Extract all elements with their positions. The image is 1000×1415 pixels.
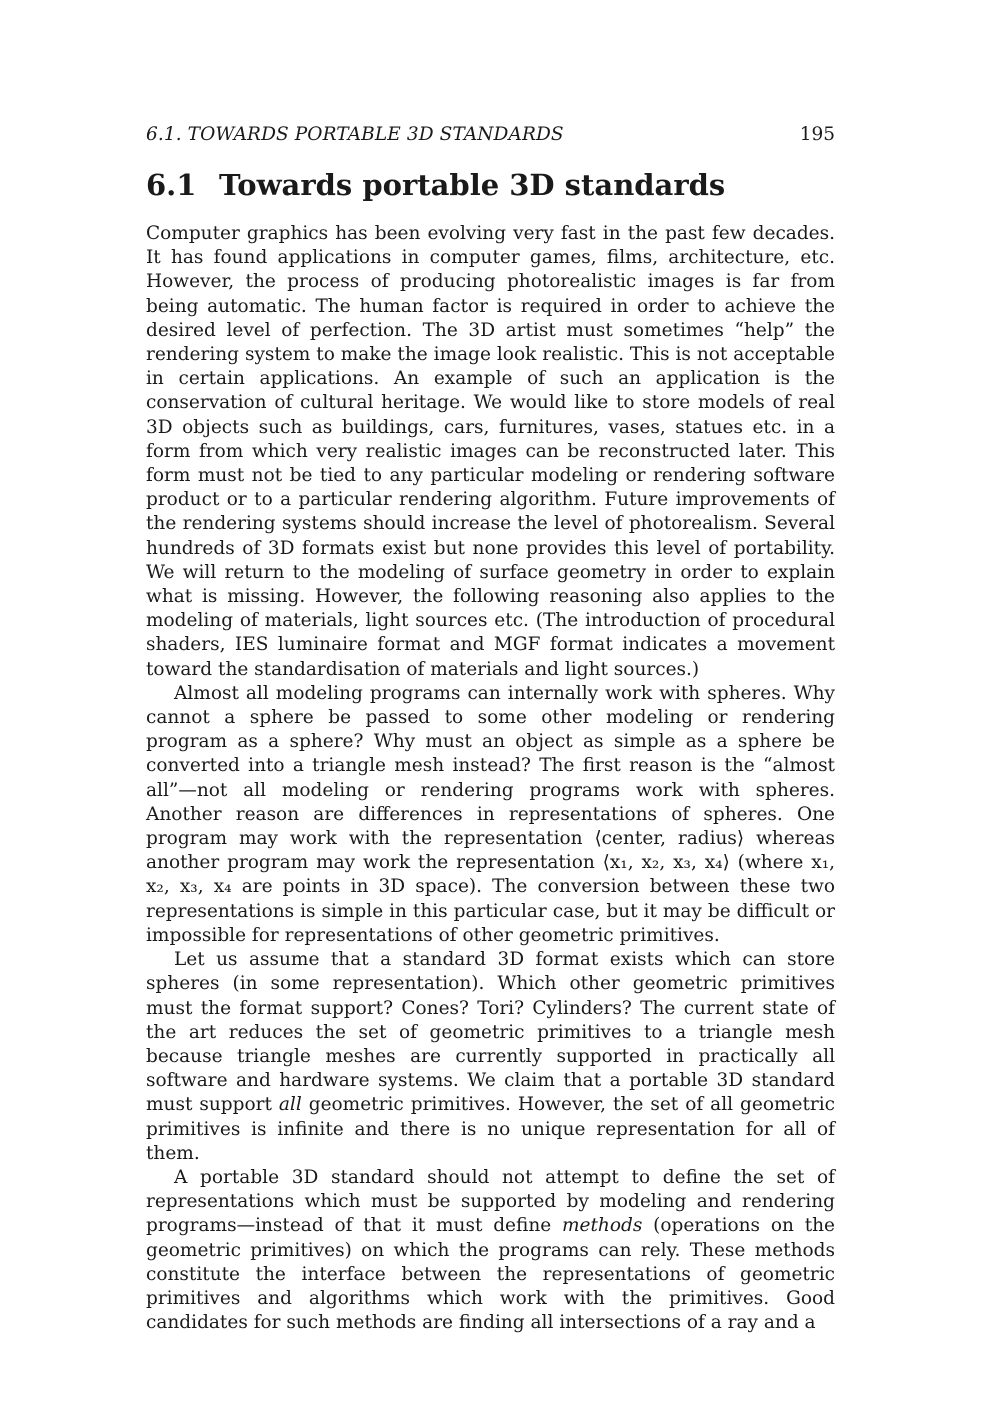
page-number: 195 — [799, 124, 835, 145]
paragraph-3-text-before: Let us assume that a standard 3D format exists which can store spheres (in some representation). Which other geometric primitives must the format support? Cones? Tori? Cylinders? The current state of the art reduces the set of geometric primitives to a triangle mesh because triangle meshes are currently supported in practically all software and hardware systems. We claim that a portable 3D standard must support — [146, 949, 835, 1116]
paragraph-3 — [146, 948, 835, 1166]
body-text — [146, 222, 835, 1335]
paragraph-4-emphasis: methods — [562, 1215, 643, 1237]
running-head — [146, 122, 835, 148]
paragraph-4-text-after: (operations on the geometric primitives) on which the programs can rely. These methods constitute the interface between the representations of geometric primitives and algorithms which work with the primitives. Good candidates for such methods are finding all intersections of a ray and a — [146, 1215, 835, 1334]
paragraph-2: Almost all modeling programs can internally work with spheres. Why cannot a sphere be passed to some other modeling or rendering program as a sphere? Why must an object as simple as a sphere be converted into a triangle mesh instead? The first reason is the “almost all”—not all modeling or rendering programs work with spheres. Another reason are differences in representations of spheres. One program may work with the representation ⟨center, radius⟩ whereas another program may work the representation ⟨x₁, x₂, x₃, x₄⟩ (where x₁, x₂, x₃, x₄ are points in 3D space). The conversion between these two representations is simple in this particular case, but it may be difficult or impossible for representations of other geometric primitives. — [146, 682, 835, 946]
paragraph-4-text-before: A portable 3D standard should not attempt to define the set of representations which must be supported by modeling and rendering programs—instead of that it must define — [146, 1166, 835, 1237]
paragraph-3-emphasis: all — [278, 1094, 302, 1116]
section-heading — [146, 165, 725, 205]
section-title: Towards portable 3D standards — [219, 168, 726, 202]
paragraph-4 — [146, 1166, 835, 1335]
section-number: 6.1 — [146, 168, 197, 202]
running-head-title: 6.1. TOWARDS PORTABLE 3D STANDARDS — [146, 124, 564, 145]
paragraph-1: Computer graphics has been evolving very fast in the past few decades. It has found applications in computer games, films, architecture, etc. However, the process of producing photorealistic images is far from being automatic. The human factor is required in order to achieve the desired level of perfection. The 3D artist must sometimes “help” the rendering system to make the image look realistic. This is not acceptable in certain applications. An example of such an application is the conservation of cultural heritage. We would like to store models of real 3D objects such as buildings, cars, furnitures, vases, statues etc. in a form from which very realistic images can be reconstructed later. This form must not be tied to any particular modeling or rendering software product or to a particular rendering algorithm. Future improvements of the rendering systems should increase the level of photorealism. Several hundreds of 3D formats exist but none provides this level of portability. We will return to the modeling of surface geometry in order to explain what is missing. However, the following reasoning also applies to the modeling of materials, light sources etc. (The introduction of procedural shaders, IES luminaire format and MGF format indicates a movement toward the standardisation of materials and light sources.) — [146, 223, 835, 680]
paragraph-3-text-after: geometric primitives. However, the set of all geometric primitives is infinite and there is no unique representation for all of them. — [146, 1094, 836, 1164]
